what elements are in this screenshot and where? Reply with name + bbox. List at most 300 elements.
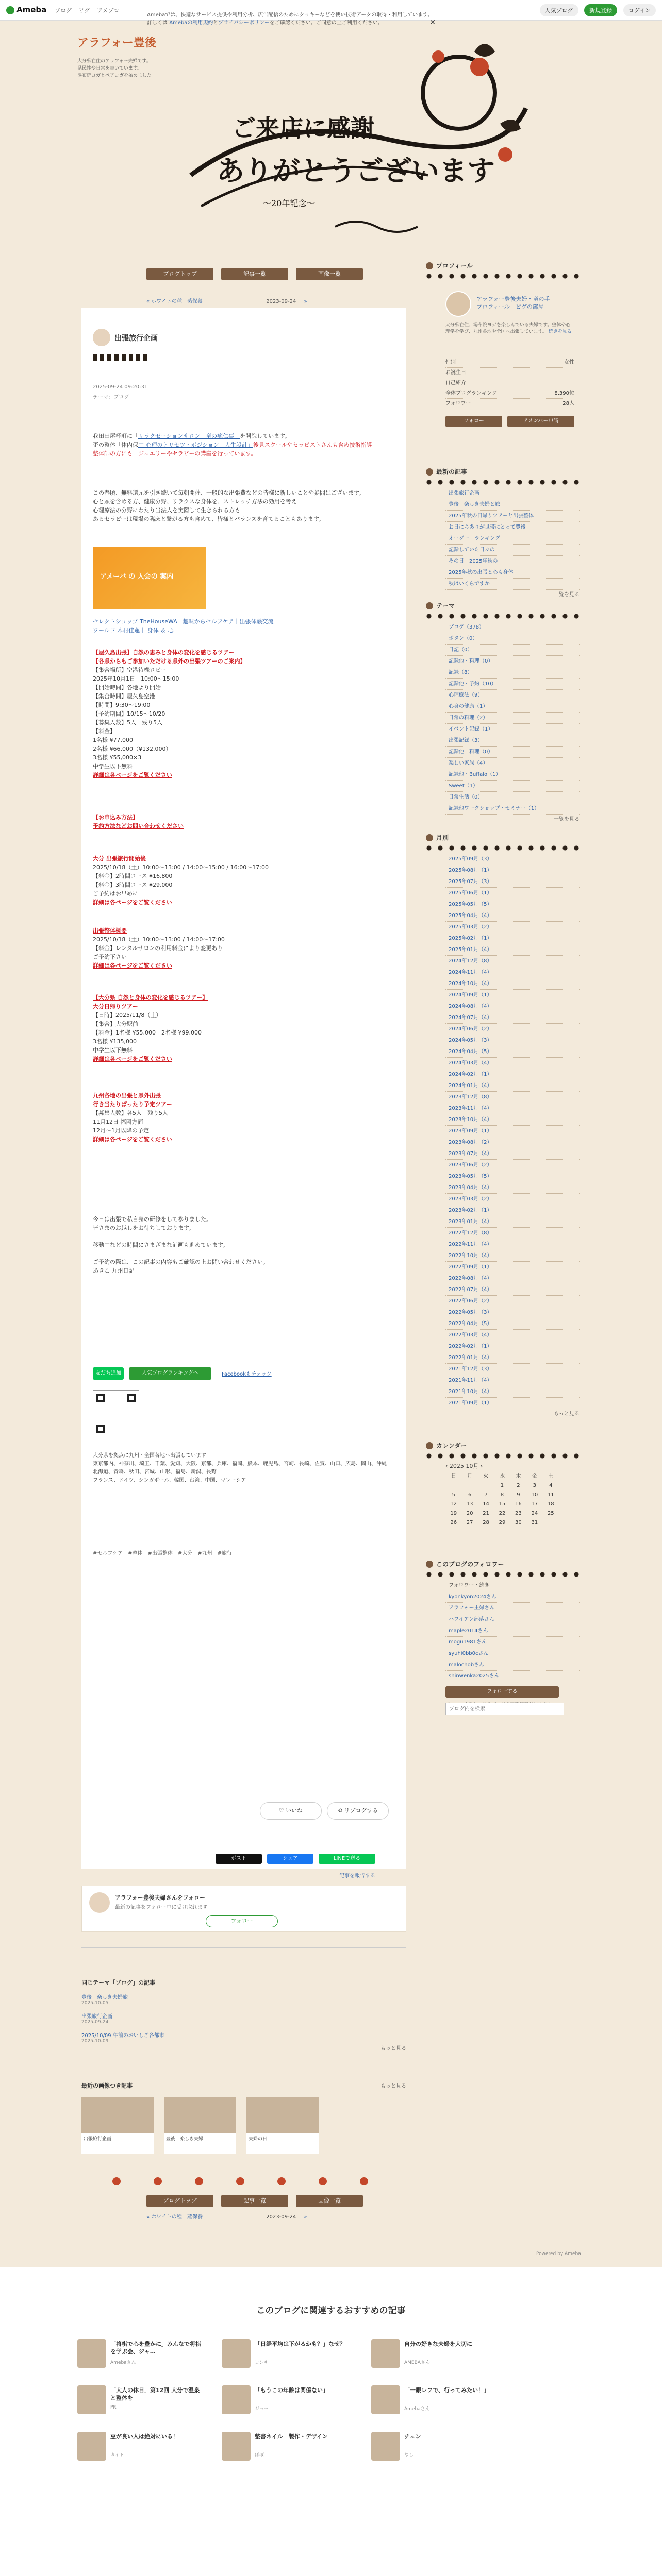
archive-item[interactable]: 2025年03月（2） <box>445 922 580 933</box>
archive-item[interactable]: 2021年11月（4） <box>445 1375 580 1386</box>
theme-item[interactable]: 楽しい家族（4） <box>445 758 580 769</box>
related-item[interactable] <box>81 2031 406 2044</box>
calendar-day[interactable]: 11 <box>547 1492 554 1498</box>
theme-item[interactable]: 日常生活（0） <box>445 792 580 803</box>
theme-item[interactable]: イベント記録（1） <box>445 724 580 735</box>
pager-bottom-links <box>146 2212 363 2220</box>
tour-1-line-5: 【時間】9:30〜19:00 <box>93 702 151 708</box>
bottom-decoration <box>81 2174 406 2190</box>
archive-item[interactable]: 2022年03月（4） <box>445 1330 580 1341</box>
profile-sub[interactable]: プロフィール ピグの部屋 <box>476 303 544 310</box>
recommend-thumb <box>222 2385 251 2414</box>
profile-more-link[interactable]: 続きを見る <box>548 329 572 334</box>
cookie-close-icon[interactable]: ✕ <box>429 19 436 27</box>
intro-line-3: 整体師の方にも ジュエリーやセラピーの講座を行っています。 <box>93 450 257 457</box>
related-heading: 同じテーマ「ブログ」の記事 <box>81 1979 155 1986</box>
latest-item[interactable]: 記録していた日々の <box>445 545 580 556</box>
related-item-date: 2025-10-05 <box>81 2001 109 2006</box>
calendar-day[interactable]: 3 <box>533 1483 536 1488</box>
latest-item[interactable]: 出張旅行企画 <box>445 488 580 499</box>
related-item-title: 2025/10/09 午前のおいしご各都市 <box>81 2033 164 2039</box>
recommend-thumb <box>371 2339 400 2368</box>
nav-ameblo[interactable]: アメブロ <box>97 7 120 14</box>
hashtags[interactable]: #セルフケア #整体 #出張整体 #大分 #九州 #旅行 <box>93 1551 232 1556</box>
stat-label: 性別 <box>445 360 456 365</box>
apply-heading[interactable]: 【お申込み方法】 <box>93 814 138 821</box>
tour-3-more-link[interactable]: 詳細は各ページをご覧ください <box>93 899 172 906</box>
recommend-item[interactable] <box>77 2432 201 2468</box>
profile-text <box>445 322 574 335</box>
recommend-item[interactable] <box>222 2385 345 2421</box>
top-nav <box>55 6 124 14</box>
pager-date-bottom: 2023-09-24 <box>266 2214 296 2220</box>
recommend-title-text: 「将棋で心を豊かに」みんなで将棋を学ぶ会、ジャ… <box>110 2341 201 2355</box>
tour-5-heading[interactable]: 【大分県 自然と身体の変化を感じるツアー】 <box>93 994 208 1001</box>
reblog-button[interactable] <box>327 1802 389 1820</box>
calendar-day[interactable]: 9 <box>517 1492 520 1498</box>
entry-title[interactable]: 出張旅行企画 <box>114 334 158 343</box>
recommend-thumb <box>77 2432 106 2461</box>
tour-5-block <box>93 993 392 1063</box>
recommend-item[interactable] <box>77 2385 201 2421</box>
followers-heading: このブログのフォロワー <box>425 1558 580 1570</box>
blog-ranking-button[interactable]: 人気ブログランキングへ <box>129 1367 211 1380</box>
pager-prev-bottom[interactable]: « ホワイトの種 蒸保養 <box>146 2214 203 2220</box>
recommend-item[interactable] <box>222 2339 345 2375</box>
theme-item[interactable]: 記録他・料理（0） <box>445 656 580 667</box>
header-calligraphy-art <box>170 21 531 263</box>
popular-blog-button[interactable]: 人気ブログ <box>540 4 578 16</box>
theme-item[interactable]: Sweet（1） <box>445 781 580 792</box>
archive-item[interactable]: 2024年04月（5） <box>445 1046 580 1058</box>
tour-5-line-4: 3名様 ¥135,000 <box>93 1038 137 1045</box>
tour-6-subheading[interactable]: 行き当たりばったり予定ツアー <box>93 1101 172 1108</box>
calendar-day[interactable]: 10 <box>531 1492 538 1498</box>
body-block <box>93 488 392 523</box>
stat-label: 全体ブログランキング <box>445 391 497 396</box>
calendar-day[interactable]: 27 <box>466 1520 473 1526</box>
tour-4-line-3: ご予約下さい <box>93 954 127 960</box>
image-articles-heading: 最近の画像つき記事 <box>81 2082 133 2089</box>
archive-heading: 月別 <box>425 832 580 843</box>
follower-item[interactable]: malochobさん <box>445 1659 580 1671</box>
archive-item[interactable]: 2023年07月（4） <box>445 1148 580 1160</box>
theme-item[interactable]: 記録他・Buffalo（1） <box>445 769 580 781</box>
theme-item[interactable]: ブログ（378） <box>445 622 580 633</box>
calendar-grid <box>445 1472 559 1528</box>
latest-item[interactable]: お日にちありが世帯にとって豊後 <box>445 522 580 533</box>
archive-item[interactable]: 2023年03月（2） <box>445 1194 580 1205</box>
archive-item[interactable]: 2022年06月（2） <box>445 1296 580 1307</box>
calendar-day <box>543 1518 559 1528</box>
calendar-day[interactable]: 16 <box>515 1501 522 1507</box>
stat-label: フォロワー <box>445 401 471 406</box>
share-row <box>81 1854 406 1866</box>
archive-item[interactable]: 2024年02月（1） <box>445 1069 580 1080</box>
recommend-title-text: 「日経平均は下がるかも？」なぜ？ <box>255 2341 345 2347</box>
calendar-day[interactable]: 24 <box>531 1511 538 1516</box>
calendar-next-icon[interactable]: › <box>480 1463 483 1469</box>
intro-1b: を開院しています。 <box>240 433 291 439</box>
follower-item[interactable]: アラフォー主婦さん <box>445 1603 580 1614</box>
latest-more-link[interactable]: 一覧を見る <box>554 592 580 598</box>
outro-line-3: 移動中などの時間にさまざまな計画も進めています。 <box>93 1242 229 1248</box>
tour-6-line-1: 【募集人数】各5人 残り5人 <box>93 1110 168 1116</box>
world-link[interactable]: ワールド 木村佳蓮｜ 身体 ＆ 心 <box>93 627 174 634</box>
pager-next[interactable]: » <box>304 299 307 304</box>
archive-item[interactable]: 2025年04月（4） <box>445 910 580 922</box>
calendar-day[interactable]: 25 <box>547 1511 554 1516</box>
tour-6-more-link[interactable]: 詳細は各ページをご覧ください <box>93 1136 172 1143</box>
share-x-button[interactable]: ポスト <box>216 1854 262 1864</box>
archive-item[interactable]: 2022年11月（4） <box>445 1239 580 1250</box>
tour-1-price-2: 2名様 ¥66,000（¥132,000） <box>93 745 172 752</box>
profile-stat-gender <box>445 358 574 368</box>
calendar-dow: 金 <box>532 1473 537 1479</box>
theme-item[interactable]: 心理療法（9） <box>445 690 580 701</box>
pager-date: 2023-09-24 <box>266 299 296 304</box>
calendar-day[interactable]: 2 <box>517 1483 520 1488</box>
section-divider <box>81 1947 406 1968</box>
select-shop-link[interactable]: セレクトショップ TheHouseWA｜趣味からセルフケア｜出張体験交流 <box>93 618 274 625</box>
archive-item[interactable]: 2023年01月（4） <box>445 1216 580 1228</box>
theme-item[interactable]: 記録他ワークショップ・セミナー（1） <box>445 803 580 815</box>
archive-item[interactable]: 2022年09月（1） <box>445 1262 580 1273</box>
archive-item[interactable]: 2023年11月（4） <box>445 1103 580 1114</box>
like-label: いいね <box>286 1807 303 1814</box>
calendar-dow: 木 <box>516 1473 521 1479</box>
calendar-day[interactable]: 21 <box>483 1511 489 1516</box>
calendar-day[interactable]: 18 <box>547 1501 554 1507</box>
bottom-header-buttons <box>146 2195 363 2208</box>
latest-wave <box>425 479 580 486</box>
follower-item[interactable]: syuhi0bb0cさん <box>445 1648 580 1659</box>
header-art-small-text: 〜20年記念〜 <box>263 198 315 208</box>
archive-item[interactable]: 2023年04月（4） <box>445 1182 580 1194</box>
blog-search-input[interactable] <box>445 1703 564 1715</box>
recommend-meta: ぽぽ <box>255 2453 264 2458</box>
profile-name[interactable]: アラフォー豊後夫婦・竜の手 <box>476 296 550 302</box>
theme-item[interactable]: 記録他 料理（0） <box>445 747 580 758</box>
follower-item[interactable]: shinwenka2025さん <box>445 1671 580 1682</box>
promo-banner[interactable] <box>93 547 206 609</box>
profile-stat-birthday <box>445 368 574 378</box>
tour-5-subheading[interactable]: 大分日帰りツアー <box>93 1003 138 1010</box>
profile-name-block <box>476 295 574 311</box>
archive-item[interactable]: 2024年01月（4） <box>445 1080 580 1092</box>
archive-item[interactable]: 2025年06月（1） <box>445 888 580 899</box>
tour-5-more-link[interactable]: 詳細は各ページをご覧ください <box>93 1056 172 1062</box>
calendar-dow: 月 <box>467 1473 473 1479</box>
recommend-thumb <box>371 2432 400 2461</box>
tour-5-line-5: 中学生以下無料 <box>93 1047 133 1054</box>
nav-pigg[interactable]: ピグ <box>78 7 90 14</box>
image-list-button[interactable]: 画像一覧 <box>296 268 363 280</box>
archive-item[interactable]: 2024年05月（3） <box>445 1035 580 1046</box>
archive-item[interactable]: 2022年01月（4） <box>445 1352 580 1364</box>
recommend-thumb <box>222 2432 251 2461</box>
image-article-title: 夫婦の日 <box>249 2137 268 2142</box>
archive-item[interactable]: 2022年10月（4） <box>445 1250 580 1262</box>
archive-item[interactable]: 2023年10月（4） <box>445 1114 580 1126</box>
calendar-day[interactable]: 15 <box>499 1501 506 1507</box>
archive-item[interactable]: 2023年08月（2） <box>445 1137 580 1148</box>
tour-1-line-4: 【集合時間】屋久島空港 <box>93 693 155 700</box>
terms-link[interactable]: Amebaの利用規約 <box>169 20 213 26</box>
tour-1-more-link[interactable]: 詳細は各ページをご覧ください <box>93 772 172 778</box>
calendar-day[interactable]: 8 <box>500 1492 504 1498</box>
profile-avatar[interactable] <box>445 291 471 317</box>
theme-item[interactable]: 日記（0） <box>445 645 580 656</box>
line-add-button[interactable]: 友だち追加 <box>93 1367 124 1380</box>
theme-item[interactable]: 記録他・予約（10） <box>445 679 580 690</box>
calendar-day[interactable]: 7 <box>484 1492 488 1498</box>
tour-1-subheading[interactable]: 【各県からもご参加いただける県外の出張ツアーのご案内】 <box>93 658 246 665</box>
recommend-thumb <box>77 2385 106 2414</box>
entry-author-avatar[interactable] <box>93 329 110 346</box>
recommend-item[interactable] <box>222 2432 345 2468</box>
related-item[interactable] <box>81 1993 406 2006</box>
profile-follow-button[interactable]: フォロー <box>445 416 502 427</box>
share-line-button[interactable]: LINEで送る <box>319 1854 375 1864</box>
calendar-dow: 日 <box>451 1473 456 1479</box>
tour-5-line-3: 【料金】1名様 ¥55,000 2名様 ¥99,000 <box>93 1029 202 1036</box>
followers-list <box>425 1580 580 1707</box>
nav-blog[interactable]: ブログ <box>55 7 72 14</box>
course-link[interactable]: 中 心理のトリセツ・ポジション「人生設計」 <box>138 442 253 448</box>
related-more-link[interactable]: もっと見る <box>380 2046 406 2052</box>
archive-item[interactable]: 2025年07月（3） <box>445 876 580 888</box>
theme-item[interactable]: 心身の健康（1） <box>445 701 580 713</box>
calendar-box <box>425 1440 580 1543</box>
article-list-button-bottom[interactable]: 記事一覧 <box>221 2195 288 2207</box>
blog-top-button[interactable]: ブログトップ <box>146 268 213 280</box>
places-line-1: 大分県を拠点に九州・全国各地へ出張しています <box>93 1453 206 1459</box>
login-button[interactable]: ログイン <box>623 4 656 16</box>
calendar-day <box>478 1481 494 1490</box>
reblog-label: リブログする <box>344 1807 378 1814</box>
intro-line-1 <box>93 432 392 440</box>
tour-1-line-6: 【予約期間】10/15〜10/20 <box>93 710 166 717</box>
archive-more-link[interactable]: もっと見る <box>554 1411 580 1417</box>
calendar-day[interactable]: 13 <box>466 1501 473 1507</box>
salon-link[interactable]: リラクゼーションサロン「竜の癒仁事」 <box>138 433 240 439</box>
privacy-link[interactable]: プライバシーポリシー <box>218 20 270 26</box>
calendar-day[interactable]: 19 <box>450 1511 457 1516</box>
report-link[interactable]: 記事を報告する <box>339 1873 375 1879</box>
theme-item[interactable]: 出張記録（3） <box>445 735 580 747</box>
blog-title[interactable]: アラフォー豊後 <box>77 36 156 49</box>
latest-item[interactable]: 2025年秋の日帰りツアーと出張整体 <box>445 511 580 522</box>
archive-item[interactable]: 2024年03月（4） <box>445 1058 580 1069</box>
tour-1-heading[interactable]: 【屋久島出張】自然の恵みと身体の変化を感じるツアー <box>93 649 235 656</box>
archive-item[interactable]: 2023年06月（2） <box>445 1160 580 1171</box>
archive-item[interactable]: 2023年12月（8） <box>445 1092 580 1103</box>
follower-item[interactable]: maple2014さん <box>445 1625 580 1637</box>
theme-item[interactable]: ボタン（0） <box>445 633 580 645</box>
article-list-button[interactable]: 記事一覧 <box>221 268 288 280</box>
calendar-prev-icon[interactable]: ‹ <box>445 1463 450 1469</box>
image-article-card[interactable] <box>81 2097 154 2154</box>
recommend-item[interactable] <box>371 2385 495 2421</box>
calendar-day <box>445 1481 461 1490</box>
calendar-day[interactable]: 6 <box>468 1492 472 1498</box>
tour-5-line-2: 【集合】大分駅前 <box>93 1021 138 1027</box>
outro-line-2: 皆さまのお越しをお待ちしております。 <box>93 1225 195 1231</box>
latest-item[interactable]: 2025年秋の出張と心も身体 <box>445 567 580 579</box>
archive-item[interactable]: 2022年02月（1） <box>445 1341 580 1352</box>
entry-theme[interactable]: テーマ：ブログ <box>93 395 129 400</box>
calendar-day[interactable]: 14 <box>483 1501 489 1507</box>
sidebar-follow-button[interactable]: フォローする <box>445 1686 559 1698</box>
archive-item[interactable]: 2022年04月（5） <box>445 1318 580 1330</box>
archive-item[interactable]: 2023年05月（5） <box>445 1171 580 1182</box>
follow-desc: 最新の記事をフォロー中に受け取れます <box>115 1905 208 1910</box>
recommend-item[interactable] <box>371 2339 495 2375</box>
archive-item[interactable]: 2024年10月（4） <box>445 978 580 990</box>
archive-item[interactable]: 2024年12月（8） <box>445 956 580 967</box>
tour-4-heading[interactable]: 出張整体概要 <box>93 927 127 934</box>
calendar-day[interactable]: 31 <box>531 1520 538 1526</box>
archive-box <box>425 832 580 1419</box>
archive-item[interactable]: 2024年11月（4） <box>445 967 580 978</box>
recommend-item[interactable] <box>371 2432 495 2468</box>
followers-sub[interactable]: フォロワー・続き <box>445 1580 580 1591</box>
archive-item[interactable]: 2025年02月（1） <box>445 933 580 944</box>
tour-6-line-3: 12月〜1月以降の予定 <box>93 1127 149 1134</box>
related-item-title: 出張旅行企画 <box>81 2014 112 2020</box>
archive-item[interactable]: 2025年08月（1） <box>445 865 580 876</box>
archive-item[interactable]: 2025年09月（3） <box>445 854 580 865</box>
facebook-link[interactable]: Facebookもチェック <box>222 1371 272 1377</box>
related-item-title: 豊後 楽しき夫婦旅 <box>81 1995 128 2001</box>
calendar-dow: 水 <box>499 1473 505 1479</box>
apply-subheading[interactable]: 予約方法などお問い合わせください <box>93 823 184 829</box>
calendar-day[interactable]: 23 <box>515 1511 522 1516</box>
calendar-day[interactable]: 30 <box>515 1520 522 1526</box>
outro-block <box>93 1215 392 1275</box>
latest-item[interactable]: オーダー ランキング <box>445 533 580 545</box>
latest-item[interactable]: その日 2025年秋の <box>445 556 580 567</box>
outro-line-1: 今日は出張で私自身の研修をして参りました。 <box>93 1216 212 1223</box>
tour-1-free: 中学生以下無料 <box>93 763 133 770</box>
follower-item[interactable]: mogu1981さん <box>445 1637 580 1648</box>
archive-item[interactable]: 2022年07月（4） <box>445 1284 580 1296</box>
calendar-day[interactable]: 26 <box>450 1520 457 1526</box>
followers-wave <box>425 1571 580 1578</box>
themes-list <box>425 622 580 825</box>
share-facebook-button[interactable]: シェア <box>267 1854 313 1864</box>
recommend-title-text: 「大人の休日」第12回 大分で温泉と整体を <box>110 2387 200 2401</box>
image-article-title: 豊後 楽しき夫婦 <box>166 2137 204 2142</box>
follow-button[interactable]: フォロー <box>206 1915 278 1927</box>
tour-1-capacity: 【募集人数】5人 残り5人 <box>93 719 162 726</box>
calendar-day[interactable]: 29 <box>499 1520 506 1526</box>
image-article-thumb <box>81 2097 154 2133</box>
image-articles-more[interactable]: もっと見る <box>380 2083 406 2089</box>
amember-button[interactable]: アメンバー申請 <box>507 416 574 427</box>
image-article-card[interactable] <box>164 2097 236 2154</box>
archive-item[interactable]: 2024年08月（4） <box>445 1001 580 1012</box>
line-qr-code <box>93 1390 139 1436</box>
archive-item[interactable]: 2023年02月（1） <box>445 1205 580 1216</box>
archive-item[interactable]: 2022年05月（3） <box>445 1307 580 1318</box>
archive-item[interactable]: 2024年07月（4） <box>445 1012 580 1024</box>
calendar-day[interactable]: 5 <box>452 1492 455 1498</box>
recommend-item[interactable] <box>77 2339 201 2375</box>
archive-item[interactable]: 2022年12月（8） <box>445 1228 580 1239</box>
archive-item[interactable]: 2024年09月（1） <box>445 990 580 1001</box>
latest-item[interactable]: 豊後 楽しき夫婦と旅 <box>445 499 580 511</box>
archive-item[interactable]: 2025年01月（4） <box>445 944 580 956</box>
archive-item[interactable]: 2023年09月（1） <box>445 1126 580 1137</box>
stat-label: 自己紹介 <box>445 380 466 386</box>
latest-item[interactable]: 秋はいくらですか <box>445 579 580 590</box>
theme-item[interactable]: 日常の料理（2） <box>445 713 580 724</box>
calendar-day[interactable]: 4 <box>549 1483 553 1488</box>
calendar-day[interactable]: 17 <box>531 1501 538 1507</box>
outro-line-4: ご予約の際は、この記事の内容もご確認の上お問い合わせください。 <box>93 1259 269 1265</box>
recommend-thumb <box>77 2339 106 2368</box>
archive-item[interactable]: 2021年12月（3） <box>445 1364 580 1375</box>
tour-3-heading[interactable]: 大分 出張旅行開始後 <box>93 855 146 862</box>
tour-3-line-2: 【料金】2時間コース ¥16,800 <box>93 873 173 879</box>
calendar-day[interactable]: 22 <box>499 1511 506 1516</box>
theme-item[interactable]: 記録（8） <box>445 667 580 679</box>
follower-item[interactable]: ハワイアン部落さん <box>445 1614 580 1625</box>
archive-item[interactable]: 2025年05月（5） <box>445 899 580 910</box>
entry-date: 2025-09-24 09:20:31 <box>93 384 148 390</box>
cookie-and: と <box>213 20 219 26</box>
signup-button[interactable]: 新規登録 <box>584 4 617 16</box>
pager-prev[interactable]: « ホワイトの種 蒸保養 <box>146 299 203 304</box>
desc-line-2: 県民性や日常を書いています。 <box>77 66 142 71</box>
related-item[interactable] <box>81 2012 406 2025</box>
image-article-card[interactable] <box>246 2097 319 2154</box>
themes-more-link[interactable]: 一覧を見る <box>554 817 580 822</box>
follow-box <box>81 1886 406 1932</box>
tour-4-more-link[interactable]: 詳細は各ページをご覧ください <box>93 962 172 969</box>
heart-icon: ♡ <box>278 1807 286 1814</box>
archive-item[interactable]: 2022年08月（4） <box>445 1273 580 1284</box>
latest-list <box>425 488 580 600</box>
follower-item[interactable]: kyonkyon2024さん <box>445 1591 580 1603</box>
stat-value: 28人 <box>562 401 574 406</box>
archive-item[interactable]: 2021年10月（4） <box>445 1386 580 1398</box>
blog-top-button-bottom[interactable]: ブログトップ <box>146 2195 213 2207</box>
profile-text-body: 大分県在住、湯布院ヨガを楽しんでいる夫婦です。整体や心理学を学び、九州各地や全国へ出張しています。 <box>445 323 571 334</box>
calendar-dow: 火 <box>483 1473 489 1479</box>
pager-next-bottom[interactable]: » <box>304 2214 307 2220</box>
profile-box <box>425 260 580 466</box>
calendar-day[interactable]: 28 <box>483 1520 489 1526</box>
calendar-day[interactable]: 1 <box>500 1483 504 1488</box>
calendar-heading: カレンダー <box>425 1440 580 1451</box>
places-line-2: 東京都内、神奈川、埼玉、千葉、愛知、大阪、京都、兵庫、福岡、熊本、鹿児島、宮崎、長崎、佐賀、山口、広島、岡山、沖縄 <box>93 1461 387 1467</box>
like-button[interactable] <box>260 1802 322 1820</box>
archive-item[interactable]: 2021年09月（1） <box>445 1398 580 1409</box>
calendar-day[interactable]: 12 <box>450 1501 457 1507</box>
ameba-logo[interactable]: Ameba <box>6 5 46 14</box>
profile-stat-followers <box>445 399 574 409</box>
archive-item[interactable]: 2024年06月（2） <box>445 1024 580 1035</box>
image-list-button-bottom[interactable]: 画像一覧 <box>296 2195 363 2207</box>
tour-6-heading[interactable]: 九州各地の出張と県外出張 <box>93 1092 161 1099</box>
blog-description <box>77 58 165 79</box>
title-decoration <box>93 354 150 361</box>
tour-4-line-2: 【料金】レンタルサロンの利用料金により変更あり <box>93 945 223 952</box>
calendar-day[interactable]: 20 <box>466 1511 473 1516</box>
